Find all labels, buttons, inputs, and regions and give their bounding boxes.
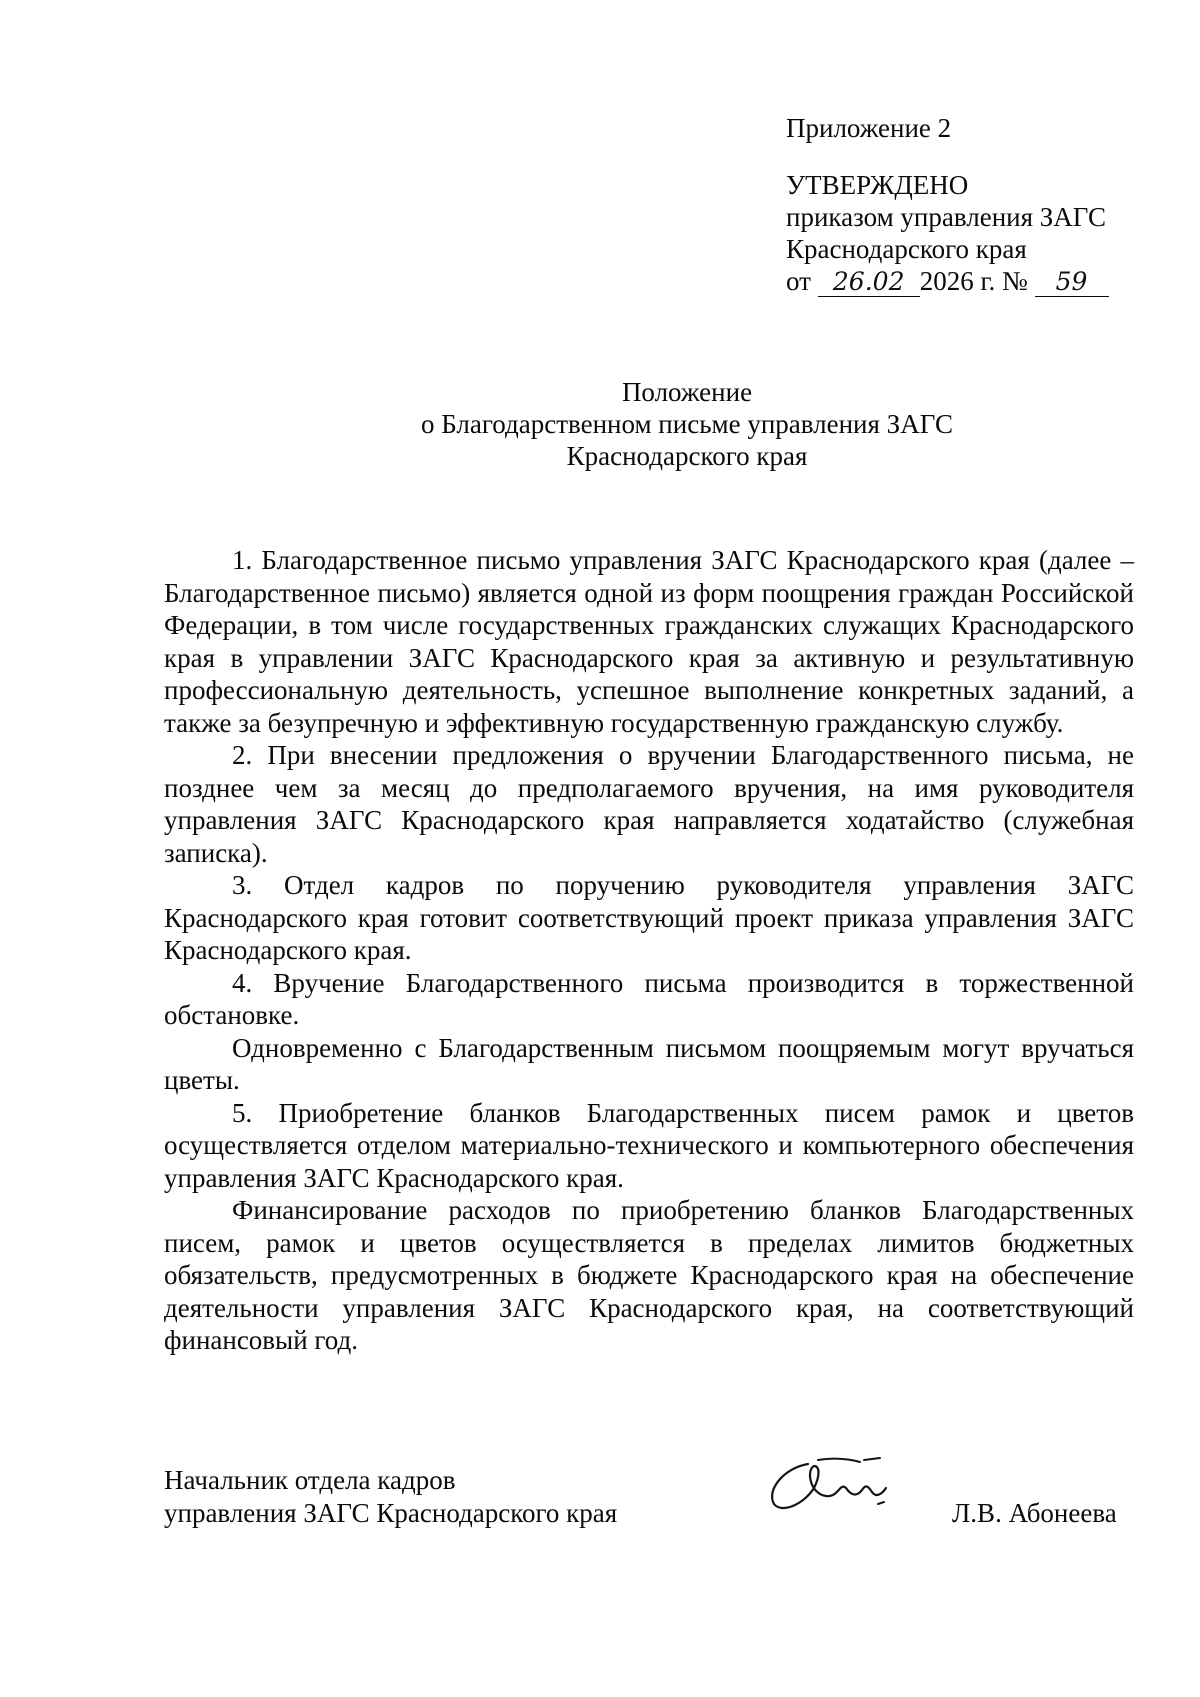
signer-name: Л.В. Абонеева <box>952 1498 1117 1528</box>
paragraph-5-financing: Финансирование расходов по приобретению бланков Благодарственных писем, рамок и цветов осуществляется в пределах лимитов бюджетных обязательств, предусмотренных в бюджете Краснодарского края на обеспечение деятельности управления ЗАГС Краснодарского края, на соответствующий финансовый год. <box>164 1195 1134 1355</box>
paragraph-5: 5. Приобретение бланков Благодарственных писем рамок и цветов осуществляется отделом материально-технического и компьютерного обеспечения управления ЗАГС Краснодарского края. <box>164 1097 1134 1193</box>
paragraph-4: 4. Вручение Благодарственного письма производится в торжественной обстановке. <box>164 967 1134 1030</box>
paragraph-4-flowers: Одновременно с Благодарственным письмом поощряемым могут вручаться цветы. <box>164 1032 1134 1095</box>
approved-label: УТВЕРЖДЕНО <box>786 170 969 200</box>
handwritten-order-number: 59 <box>1035 268 1109 297</box>
region-line: Краснодарского края <box>786 234 1027 264</box>
paragraph-2: 2. При внесении предложения о вручении Благодарственного письма, не позднее чем за месяц до предполагаемого вручения, на имя руководителя управления ЗАГС Краснодарского края направляется ходатайство (служебная записка). <box>164 740 1134 868</box>
handwritten-date: 26.02 <box>818 268 920 297</box>
order-date-line <box>786 265 1146 297</box>
signer-position-line-1: Начальник отдела кадров <box>164 1465 456 1495</box>
paragraph-3: 3. Отдел кадров по поручению руководителя управления ЗАГС Краснодарского края готовит соответствующий проект приказа управления ЗАГС Краснодарского края. <box>164 870 1134 965</box>
document-body <box>164 544 1134 1357</box>
date-year: 2026 г. № <box>919 266 1028 296</box>
approval-block <box>786 112 1146 297</box>
appendix-label: Приложение 2 <box>786 113 952 143</box>
order-line: приказом управления ЗАГС <box>786 202 1107 232</box>
signer-position-line-2: управления ЗАГС Краснодарского края <box>164 1498 618 1528</box>
title-line-2: о Благодарственном письме управления ЗАГС <box>421 409 953 439</box>
title-line-3: Краснодарского края <box>566 441 808 471</box>
handwritten-signature <box>760 1452 896 1516</box>
date-prefix: от <box>786 266 811 296</box>
document-title <box>160 376 1200 472</box>
title-line-1: Положение <box>621 377 753 407</box>
paragraph-1: 1. Благодарственное письмо управления ЗАГС Краснодарского края (далее – Благодарственное письмо) является одной из форм поощрения граждан Российской Федерации, в том числе государственных гражданских служащих Краснодарского края в управлении ЗАГС Краснодарского края за активную и результативную профессиональную деятельность, успешное выполнение конкретных заданий, а также за безупречную и эффективную государственную гражданскую службу. <box>164 545 1134 738</box>
